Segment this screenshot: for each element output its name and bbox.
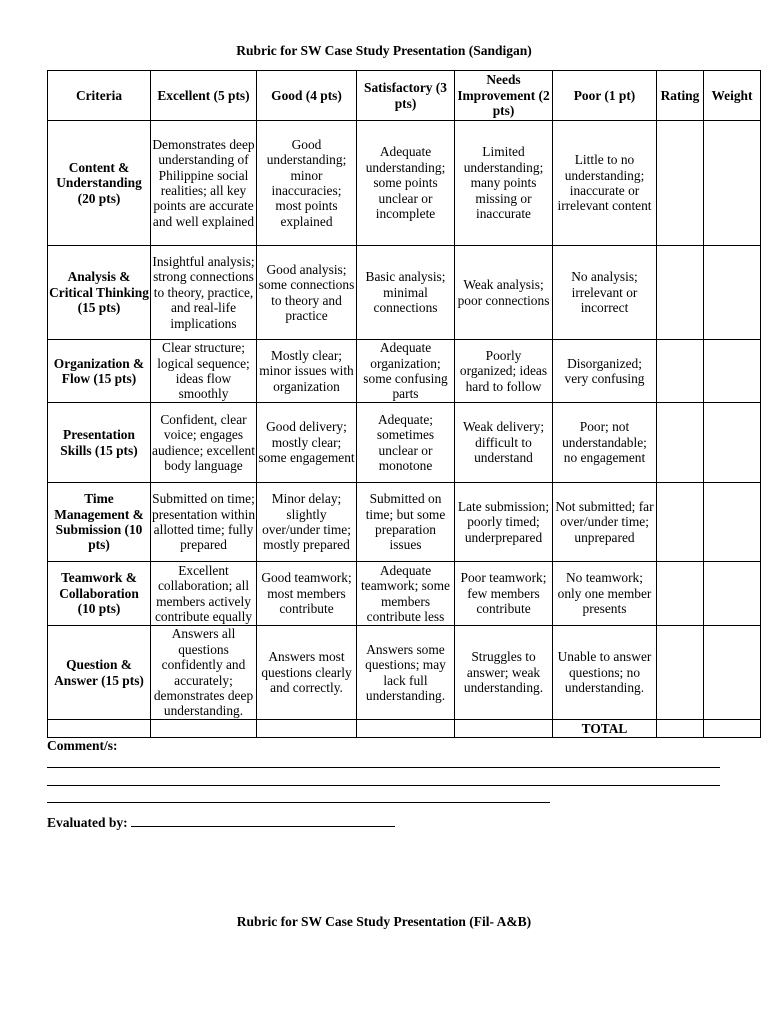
excellent-cell: Excellent collaboration; all members actively contribute equally [151,562,257,626]
weight-cell[interactable] [704,403,761,483]
weight-cell[interactable] [704,626,761,720]
needs-improvement-cell: Poorly organized; ideas hard to follow [455,340,553,403]
comment-line[interactable] [47,767,720,768]
needs-improvement-cell: Poor teamwork; few members contribute [455,562,553,626]
header-weight: Weight [704,71,761,121]
table-row [48,246,761,340]
poor-cell: No analysis; irrelevant or incorrect [553,246,657,340]
comments-label: Comment/s: [47,738,118,753]
satisfactory-cell: Adequate teamwork; some members contribute less [357,562,455,626]
satisfactory-cell: Answers some questions; may lack full understanding. [357,626,455,720]
satisfactory-cell: Basic analysis; minimal connections [357,246,455,340]
satisfactory-cell: Adequate; sometimes unclear or monotone [357,403,455,483]
weight-cell[interactable] [704,562,761,626]
good-cell: Mostly clear; minor issues with organization [257,340,357,403]
poor-cell: Disorganized; very confusing [553,340,657,403]
table-row [48,483,761,562]
criteria-cell: Teamwork & Collaboration (10 pts) [48,562,151,626]
header-needs-improvement: Needs Improvement (2 pts) [455,71,553,121]
criteria-cell: Analysis & Critical Thinking (15 pts) [48,246,151,340]
excellent-cell: Confident, clear voice; engages audience; excellent body language [151,403,257,483]
total-row [48,720,761,738]
table-row [48,562,761,626]
weight-cell[interactable] [704,483,761,562]
header-row [48,71,761,121]
rating-cell[interactable] [657,626,704,720]
good-cell: Good analysis; some connections to theory and practice [257,246,357,340]
excellent-cell: Submitted on time; presentation within allotted time; fully prepared [151,483,257,562]
comment-line[interactable] [47,802,550,803]
good-cell: Minor delay; slightly over/under time; mostly prepared [257,483,357,562]
excellent-cell: Demonstrates deep understanding of Philippine social realities; all key points are accurate and well explained [151,121,257,246]
poor-cell: Little to no understanding; inaccurate or irrelevant content [553,121,657,246]
empty-cell [257,720,357,738]
evaluated-by [47,815,395,831]
evaluator-signature-line[interactable] [131,825,395,827]
needs-improvement-cell: Late submission; poorly timed; underprepared [455,483,553,562]
poor-cell: Unable to answer questions; no understanding. [553,626,657,720]
criteria-cell: Content & Understanding (20 pts) [48,121,151,246]
rubric-table [47,70,761,738]
satisfactory-cell: Submitted on time; but some preparation issues [357,483,455,562]
needs-improvement-cell: Limited understanding; many points missing or inaccurate [455,121,553,246]
comment-line[interactable] [47,785,720,786]
good-cell: Good understanding; minor inaccuracies; most points explained [257,121,357,246]
weight-cell[interactable] [704,340,761,403]
excellent-cell: Clear structure; logical sequence; ideas flow smoothly [151,340,257,403]
total-rating-cell[interactable] [657,720,704,738]
document-title: Rubric for SW Case Study Presentation (Sandigan) [236,43,532,58]
rating-cell[interactable] [657,562,704,626]
poor-cell: Poor; not understandable; no engagement [553,403,657,483]
second-rubric-title: Rubric for SW Case Study Presentation (Fil- A&B) [236,914,532,929]
header-satisfactory: Satisfactory (3 pts) [357,71,455,121]
header-excellent: Excellent (5 pts) [151,71,257,121]
criteria-cell: Time Management & Submission (10 pts) [48,483,151,562]
satisfactory-cell: Adequate organization; some confusing parts [357,340,455,403]
needs-improvement-cell: Weak delivery; difficult to understand [455,403,553,483]
criteria-cell: Presentation Skills (15 pts) [48,403,151,483]
needs-improvement-cell: Struggles to answer; weak understanding. [455,626,553,720]
evaluated-by-label: Evaluated by: [47,815,128,830]
needs-improvement-cell: Weak analysis; poor connections [455,246,553,340]
header-rating: Rating [657,71,704,121]
rating-cell[interactable] [657,340,704,403]
rating-cell[interactable] [657,483,704,562]
table-row [48,403,761,483]
empty-cell [48,720,151,738]
good-cell: Answers most questions clearly and correctly. [257,626,357,720]
weight-cell[interactable] [704,246,761,340]
poor-cell: No teamwork; only one member presents [553,562,657,626]
rating-cell[interactable] [657,403,704,483]
total-label: TOTAL [553,720,657,738]
total-weight-cell[interactable] [704,720,761,738]
header-poor: Poor (1 pt) [553,71,657,121]
rating-cell[interactable] [657,246,704,340]
weight-cell[interactable] [704,121,761,246]
table-row [48,121,761,246]
good-cell: Good delivery; mostly clear; some engagement [257,403,357,483]
criteria-cell: Organization & Flow (15 pts) [48,340,151,403]
satisfactory-cell: Adequate understanding; some points unclear or incomplete [357,121,455,246]
excellent-cell: Answers all questions confidently and accurately; demonstrates deep understanding. [151,626,257,720]
excellent-cell: Insightful analysis; strong connections to theory, practice, and real-life implications [151,246,257,340]
table-row [48,626,761,720]
table-row [48,340,761,403]
poor-cell: Not submitted; far over/under time; unprepared [553,483,657,562]
empty-cell [455,720,553,738]
header-good: Good (4 pts) [257,71,357,121]
good-cell: Good teamwork; most members contribute [257,562,357,626]
criteria-cell: Question & Answer (15 pts) [48,626,151,720]
empty-cell [357,720,455,738]
rating-cell[interactable] [657,121,704,246]
empty-cell [151,720,257,738]
header-criteria: Criteria [48,71,151,121]
